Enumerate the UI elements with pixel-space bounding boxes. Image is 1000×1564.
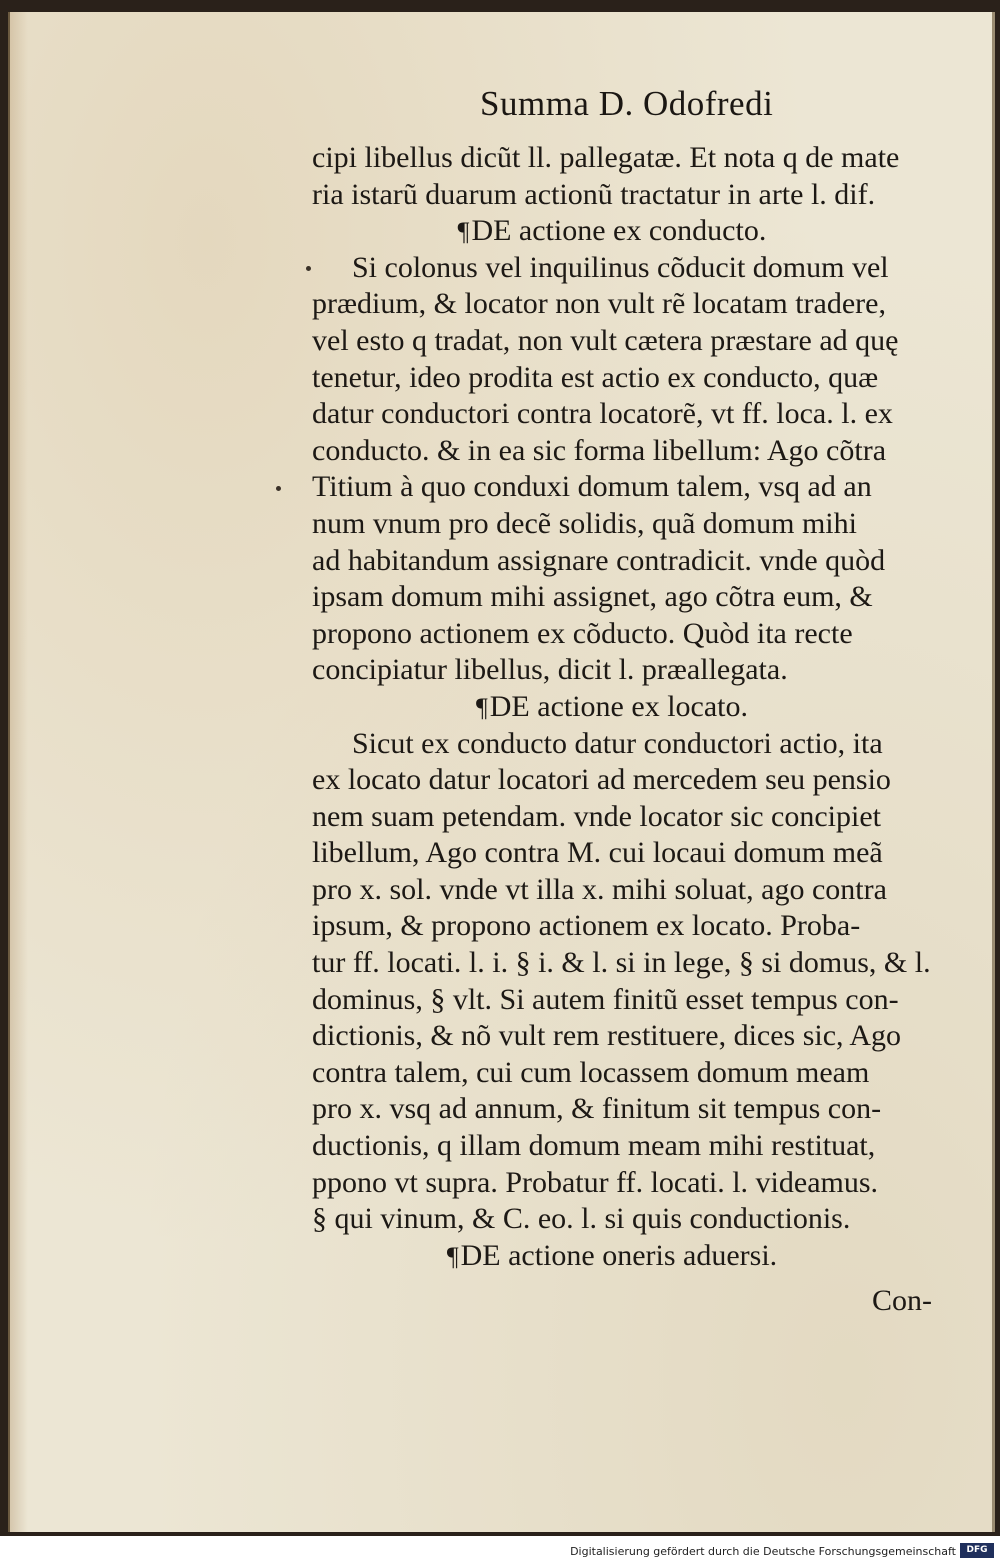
running-head: Summa D. Odofredi [480, 84, 774, 123]
pilcrow-icon: ¶ [446, 1241, 459, 1271]
text-line: dominus, § vlt. Si autem finitũ esset tempus con- [312, 982, 899, 1016]
text-line: § qui vinum, & C. eo. l. si quis conductionis. [312, 1202, 851, 1236]
funding-credit: Digitalisierung gefördert durch die Deutsche Forschungsgemeinschaft [570, 1545, 956, 1558]
text-line: libellum, Ago contra M. cui locaui domum meã [312, 836, 883, 870]
text-line: pro x. vsq ad annum, & finitum sit tempus con- [312, 1092, 882, 1126]
text-line: conducto. & in ea sic forma libellum: Ago cõtra [312, 433, 887, 467]
section-heading-text: DE actione oneris aduersi. [460, 1238, 778, 1272]
section-heading [312, 689, 952, 726]
pilcrow-icon: ¶ [475, 692, 488, 722]
text-line: tur ff. locati. l. i. § i. & l. si in lege, § si domus, & l. [312, 946, 931, 980]
text-block [312, 140, 952, 1274]
text-line: ipsum, & propono actionem ex locato. Proba- [312, 909, 861, 943]
book-page [8, 12, 995, 1532]
text-line: tenetur, ideo prodita est actio ex conducto, quæ [312, 360, 879, 394]
margin-mark [306, 266, 311, 271]
text-line: ria istarũ duarum actionũ tractatur in arte l. dif. [312, 177, 876, 211]
text-line: concipiatur libellus, dicit l. præallegata. [312, 653, 788, 687]
pilcrow-icon: ¶ [457, 217, 470, 247]
text-line: prædium, & locator non vult rẽ locatam tradere, [312, 287, 886, 321]
text-line: dictionis, & nõ vult rem restituere, dices sic, Ago [312, 1019, 902, 1053]
footer-bar [0, 1536, 1000, 1564]
text-line: vel esto q tradat, non vult cætera præstare ad quę [312, 323, 899, 357]
text-line: ductionis, q illam domum meam mihi restituat, [312, 1129, 876, 1163]
margin-mark [276, 486, 281, 491]
text-line: contra talem, cui cum locassem domum meam [312, 1055, 870, 1089]
text-line: Si colonus vel inquilinus cõducit domum vel [352, 250, 889, 284]
text-line: ppono vt supra. Probatur ff. locati. l. videamus. [312, 1165, 879, 1199]
dfg-logo: DFG [960, 1543, 994, 1558]
text-line: pro x. sol. vnde vt illa x. mihi soluat, ago contra [312, 872, 887, 906]
text-line: propono actionem ex cõducto. Quòd ita recte [312, 616, 853, 650]
text-line: Sicut ex conducto datur conductori actio, ita [352, 726, 883, 760]
catchword: Con- [872, 1284, 932, 1317]
section-heading [312, 213, 952, 250]
text-line: datur conductori contra locatorẽ, vt ff. loca. l. ex [312, 397, 893, 431]
text-line: nem suam petendam. vnde locator sic concipiet [312, 799, 881, 833]
text-line: ex locato datur locatori ad mercedem seu pensio [312, 763, 891, 797]
section-heading-text: DE actione ex conducto. [471, 214, 767, 248]
text-line: cipi libellus dicũt ll. pallegatæ. Et nota q de mate [312, 141, 900, 174]
section-heading [312, 1238, 952, 1275]
text-line: num vnum pro decẽ solidis, quã domum mihi [312, 506, 857, 540]
section-heading-text: DE actione ex locato. [489, 689, 748, 723]
text-line: Titium à quo conduxi domum talem, vsq ad an [312, 470, 872, 504]
text-line: ipsam domum mihi assignet, ago cõtra eum, & [312, 580, 873, 614]
text-line: ad habitandum assignare contradicit. vnde quòd [312, 543, 886, 577]
